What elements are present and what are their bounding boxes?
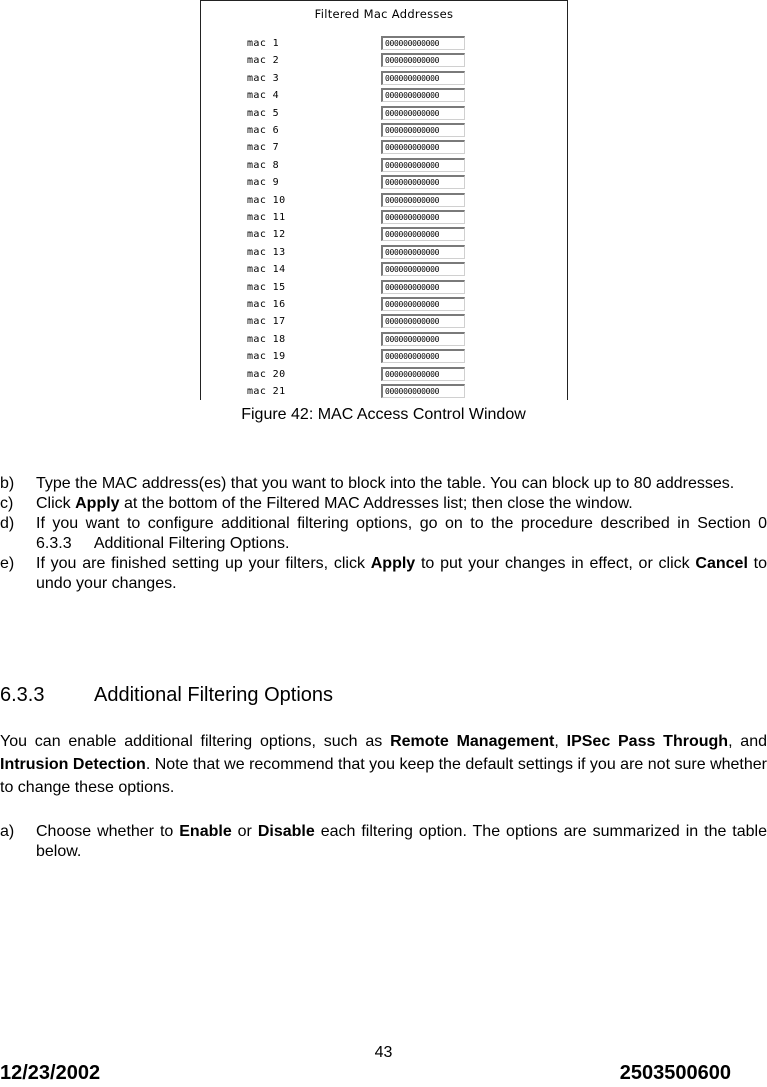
step-item bbox=[0, 474, 767, 494]
mac-label: mac 6 bbox=[247, 125, 280, 136]
mac-address-input[interactable]: 000000000000 bbox=[381, 193, 465, 207]
mac-label: mac 9 bbox=[247, 177, 280, 189]
page-number: 43 bbox=[374, 1044, 393, 1061]
step-item bbox=[0, 514, 767, 554]
mac-label: mac 7 bbox=[247, 142, 280, 154]
step-item bbox=[0, 554, 767, 594]
mac-label: mac 14 bbox=[247, 264, 286, 276]
bold-term: Intrusion Detection bbox=[0, 756, 146, 773]
mac-address-input[interactable]: 000000000000 bbox=[381, 106, 465, 120]
mac-address-input[interactable]: 000000000000 bbox=[381, 88, 465, 102]
mac-row bbox=[201, 158, 567, 175]
mac-label: mac 13 bbox=[247, 246, 286, 258]
step-marker: d) bbox=[0, 515, 15, 532]
mac-row bbox=[201, 123, 567, 140]
mac-row bbox=[201, 245, 567, 262]
mac-row bbox=[201, 210, 567, 227]
step-text bbox=[36, 554, 767, 594]
mac-row bbox=[201, 36, 567, 53]
step-marker: b) bbox=[0, 475, 15, 492]
section-heading bbox=[0, 684, 767, 707]
bold-term: Disable bbox=[257, 823, 315, 840]
mac-label: mac 17 bbox=[247, 316, 286, 328]
bold-term: Enable bbox=[179, 823, 232, 840]
mac-row bbox=[201, 140, 567, 157]
mac-row bbox=[201, 314, 567, 331]
mac-label: mac 21 bbox=[247, 386, 286, 397]
step-marker: a) bbox=[0, 823, 15, 840]
filtered-mac-title: Filtered Mac Addresses bbox=[314, 7, 454, 21]
mac-address-input[interactable]: 000000000000 bbox=[381, 158, 465, 172]
mac-row bbox=[201, 297, 567, 314]
text-run: , bbox=[554, 733, 567, 750]
mac-label: mac 2 bbox=[247, 55, 280, 67]
text-run: , and bbox=[728, 733, 767, 750]
text-run: Click bbox=[36, 495, 76, 512]
footer-date: 12/23/2002 bbox=[0, 1062, 101, 1084]
mac-address-input[interactable]: 000000000000 bbox=[381, 140, 465, 154]
text-run: If you are finished setting up your filters, click bbox=[36, 555, 371, 572]
text-run: to put your changes in effect, or click bbox=[415, 555, 696, 572]
mac-address-input[interactable]: 000000000000 bbox=[381, 36, 465, 50]
mac-address-input[interactable]: 000000000000 bbox=[381, 280, 465, 294]
mac-address-input[interactable]: 000000000000 bbox=[381, 71, 465, 85]
step-item bbox=[0, 822, 767, 862]
mac-label: mac 5 bbox=[247, 107, 280, 119]
text-run: Type the MAC address(es) that you want to block into the table. You can block up to 80 addresses. bbox=[36, 475, 735, 492]
step-text bbox=[36, 822, 767, 862]
step-text bbox=[36, 514, 767, 554]
mac-row bbox=[201, 280, 567, 297]
mac-address-input[interactable]: 000000000000 bbox=[381, 262, 465, 276]
mac-label: mac 16 bbox=[247, 299, 286, 310]
mac-address-input[interactable]: 000000000000 bbox=[381, 245, 465, 259]
text-run: . Note that we recommend that you keep the default settings if you are not sure whether to change these options. bbox=[0, 756, 767, 796]
mac-row bbox=[201, 349, 567, 366]
step-marker: e) bbox=[0, 555, 15, 572]
figure-caption: Figure 42: MAC Access Control Window bbox=[241, 406, 526, 423]
mac-address-input[interactable]: 000000000000 bbox=[381, 175, 465, 189]
step-text bbox=[36, 494, 767, 514]
bold-term: IPSec Pass Through bbox=[566, 733, 729, 750]
bold-term: Cancel bbox=[695, 555, 748, 572]
section-title: Additional Filtering Options bbox=[94, 684, 334, 706]
step-marker: c) bbox=[0, 495, 14, 512]
text-run: to undo your changes. bbox=[36, 555, 767, 592]
mac-row bbox=[201, 262, 567, 279]
bold-term: Apply bbox=[75, 495, 120, 512]
mac-row bbox=[201, 193, 567, 210]
bold-term: Apply bbox=[370, 555, 416, 572]
text-run: at the bottom of the Filtered MAC Addresses list; then close the window. bbox=[119, 495, 633, 512]
mac-address-input[interactable]: 000000000000 bbox=[381, 367, 465, 381]
mac-row bbox=[201, 71, 567, 88]
mac-row bbox=[201, 88, 567, 105]
mac-label: mac 18 bbox=[247, 333, 286, 345]
text-run: You can enable additional filtering options, such as bbox=[0, 733, 391, 750]
footer-doc-number: 2503500600 bbox=[619, 1062, 731, 1084]
mac-row bbox=[201, 227, 567, 244]
mac-label: mac 1 bbox=[247, 38, 280, 49]
mac-row bbox=[201, 367, 567, 384]
text-run: If you want to configure additional filtering options, go on to the procedure described in Section 0 6.3.3 Additional Filtering Options. bbox=[36, 515, 767, 552]
mac-row bbox=[201, 53, 567, 70]
mac-label: mac 4 bbox=[247, 90, 280, 102]
mac-label: mac 19 bbox=[247, 351, 286, 363]
procedure-steps bbox=[0, 474, 767, 594]
mac-address-input[interactable]: 000000000000 bbox=[381, 227, 465, 241]
mac-row bbox=[201, 175, 567, 192]
mac-row bbox=[201, 106, 567, 123]
mac-label: mac 15 bbox=[247, 281, 286, 293]
text-run: or bbox=[231, 823, 258, 840]
mac-address-input[interactable]: 000000000000 bbox=[381, 123, 465, 137]
mac-filter-screenshot bbox=[200, 0, 568, 400]
mac-address-input[interactable]: 000000000000 bbox=[381, 349, 465, 363]
mac-label: mac 3 bbox=[247, 72, 280, 84]
bold-term: Remote Management bbox=[390, 733, 555, 750]
mac-address-input[interactable]: 000000000000 bbox=[381, 53, 465, 67]
step-item bbox=[0, 494, 767, 514]
mac-row bbox=[201, 332, 567, 349]
text-run: each filtering option. The options are summarized in the table below. bbox=[36, 823, 767, 860]
mac-label: mac 8 bbox=[247, 159, 280, 171]
procedure-steps-2 bbox=[0, 822, 767, 862]
text-run: Choose whether to bbox=[36, 823, 180, 840]
mac-address-input[interactable]: 000000000000 bbox=[381, 384, 465, 398]
intro-paragraph bbox=[0, 730, 767, 799]
mac-label: mac 20 bbox=[247, 368, 286, 380]
mac-address-input[interactable]: 000000000000 bbox=[381, 314, 465, 328]
section-number: 6.3.3 bbox=[0, 684, 45, 706]
mac-address-input[interactable]: 000000000000 bbox=[381, 332, 465, 346]
mac-address-input[interactable]: 000000000000 bbox=[381, 210, 465, 224]
mac-row bbox=[201, 384, 567, 400]
step-text bbox=[36, 474, 767, 494]
mac-label: mac 10 bbox=[247, 194, 286, 206]
mac-label: mac 12 bbox=[247, 229, 286, 241]
mac-label: mac 11 bbox=[247, 212, 286, 223]
mac-address-input[interactable]: 000000000000 bbox=[381, 297, 465, 311]
